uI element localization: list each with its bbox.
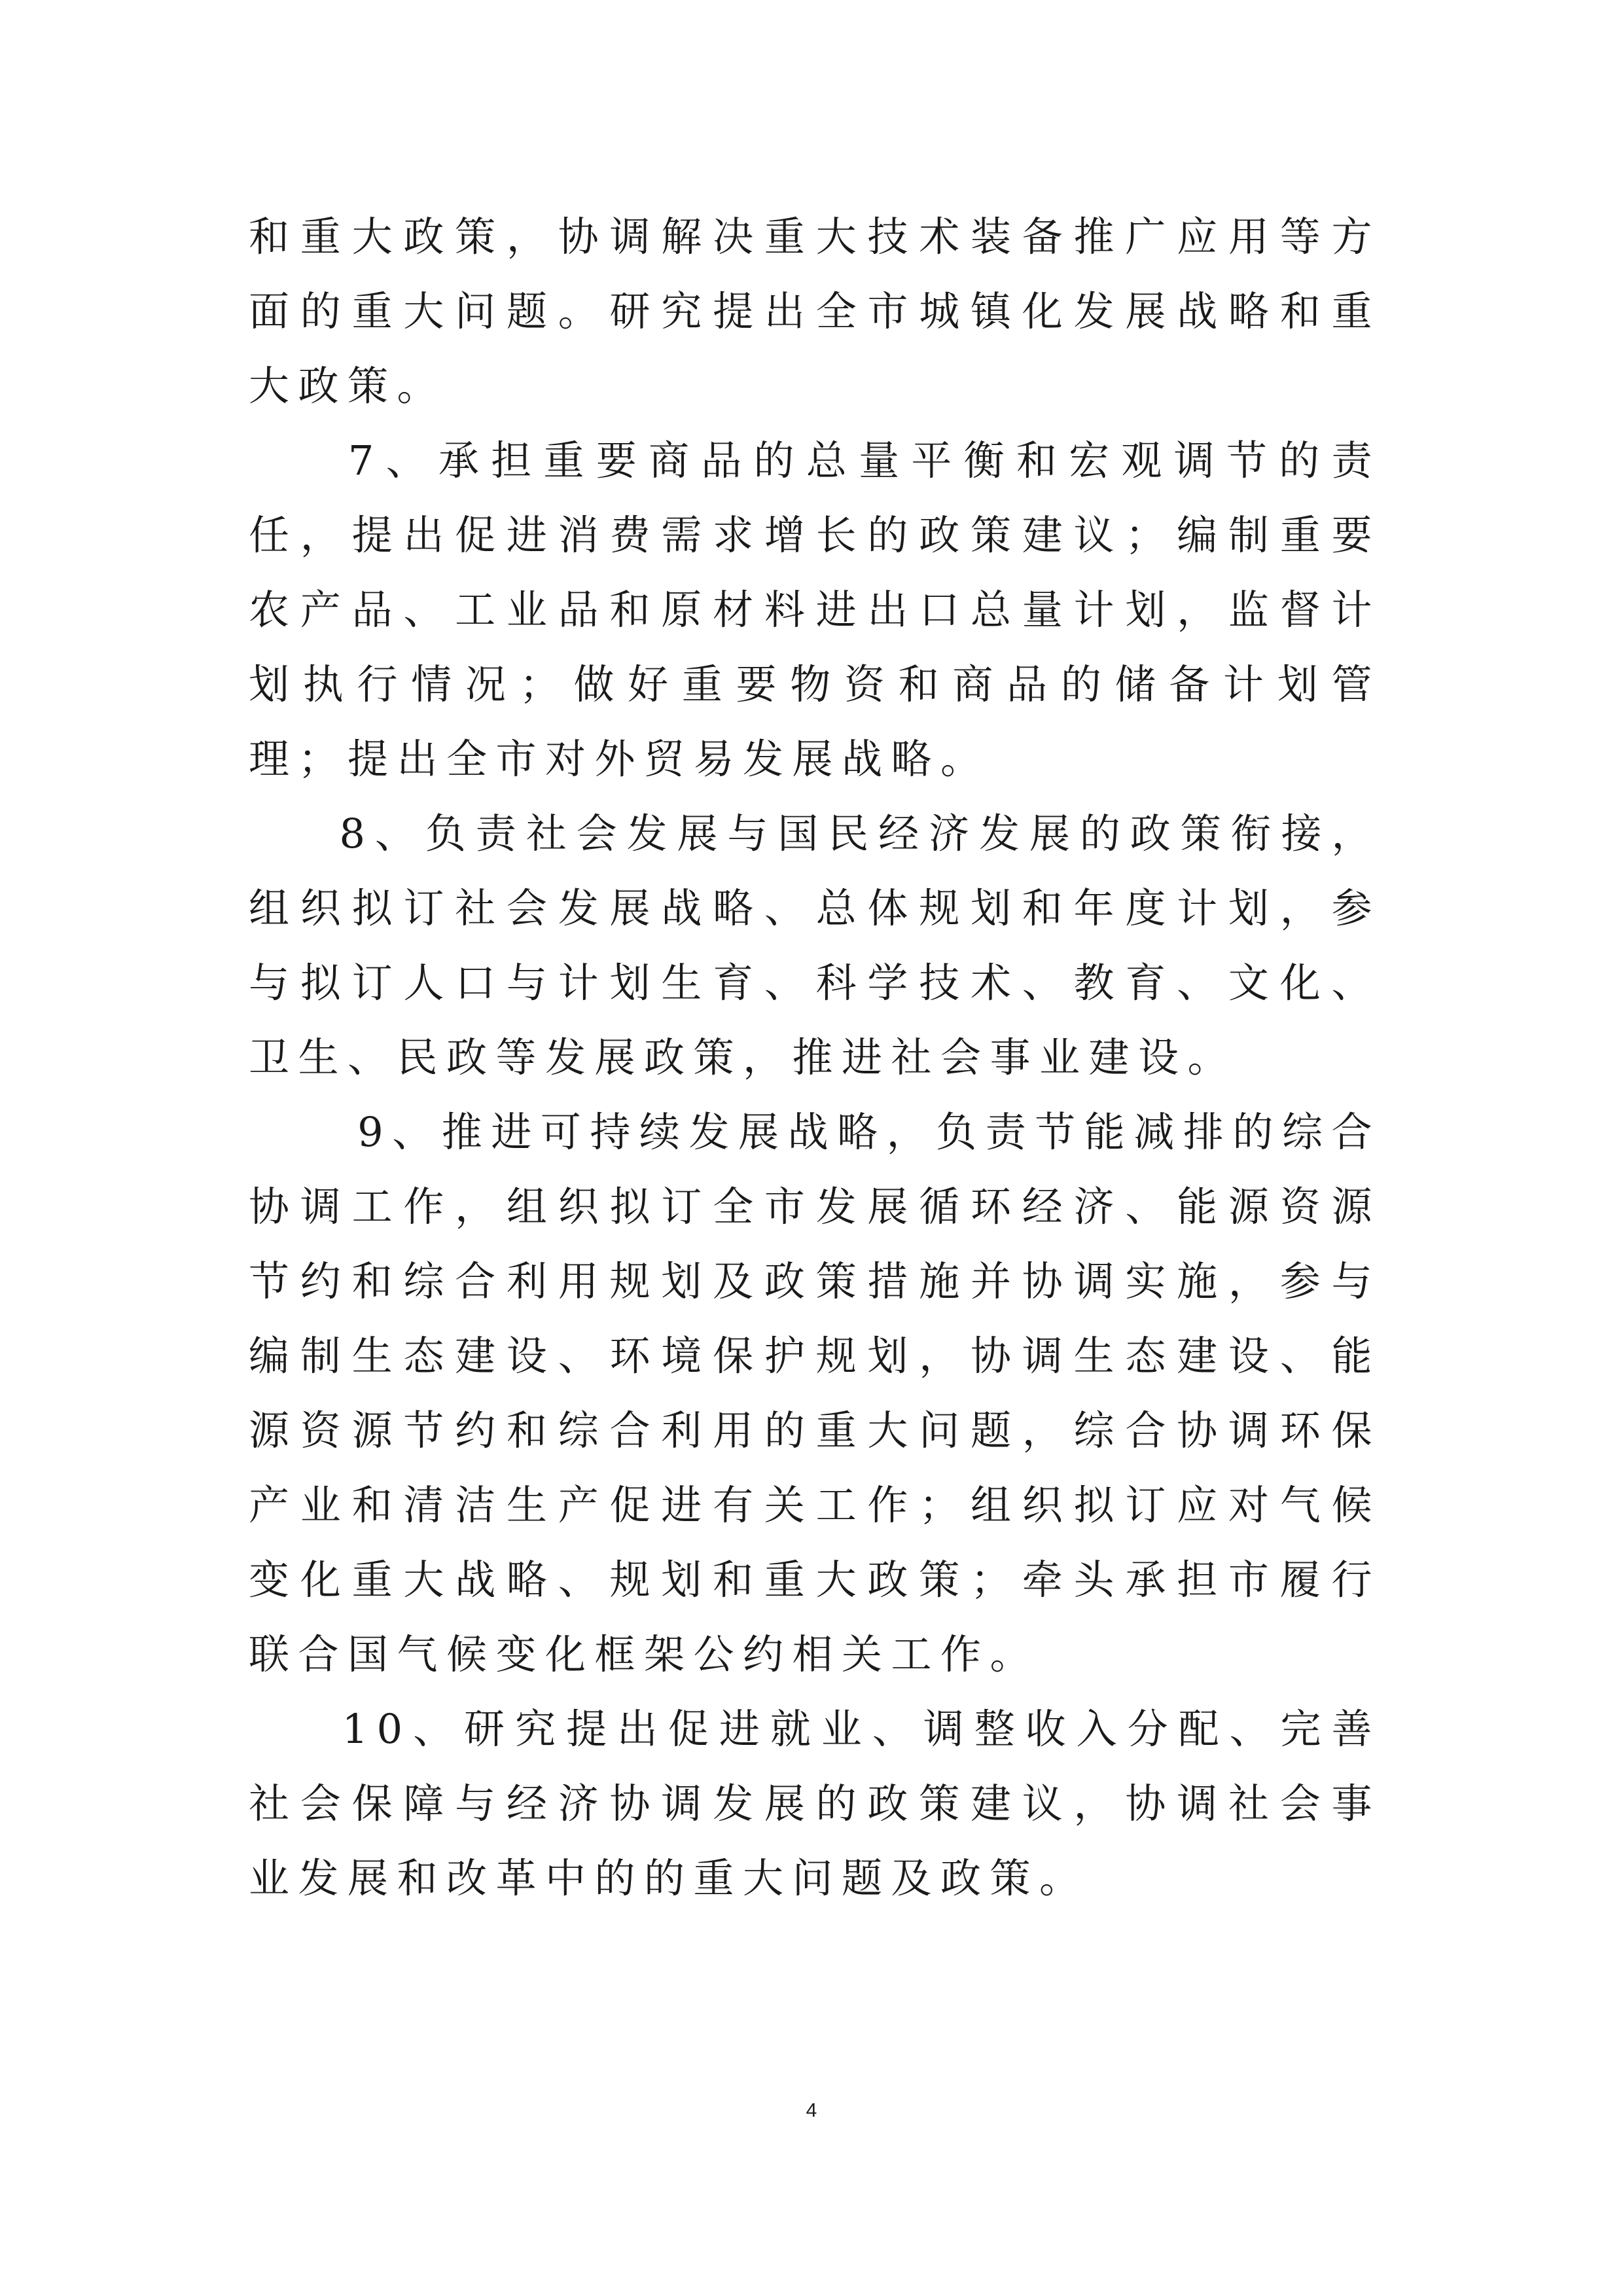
paragraph-item-7: 7、承担重要商品的总量平衡和宏观调节的责任，提出促进消费需求增长的政策建议；编制重要农产品、工业品和原材料进出口总量计划，监督计划执行情况；做好重要物资和商品的储备计划管理；提出全市对外贸易发展战略。 (249, 437, 1381, 783)
paragraph-item-9: 9、推进可持续发展战略，负责节能减排的综合协调工作，组织拟订全市发展循环经济、能源资源节约和综合利用规划及政策措施并协调实施，参与编制生态建设、环境保护规划，协调生态建设、能源资源节约和综合利用的重大问题，综合协调环保产业和清洁生产促进有关工作；组织拟订应对气候变化重大战略、规划和重大政策；牵头承担市履行联合国气候变化框架公约相关工作。 (249, 1108, 1381, 1678)
paragraph-item-10: 10、研究提出促进就业、调整收入分配、完善社会保障与经济协调发展的政策建议，协调社会事业发展和改革中的的重大问题及政策。 (249, 1705, 1381, 1902)
paragraph-continuation: 和重大政策，协调解决重大技术装备推广应用等方面的重大问题。研究提出全市城镇化发展战略和重大政策。 (249, 213, 1381, 410)
page-number: 4 (806, 2100, 817, 2121)
body-text (249, 200, 1381, 1916)
paragraph-item-8: 8、负责社会发展与国民经济发展的政策衔接，组织拟订社会发展战略、总体规划和年度计划，参与拟订人口与计划生育、科学技术、教育、文化、卫生、民政等发展政策，推进社会事业建设。 (249, 810, 1381, 1081)
